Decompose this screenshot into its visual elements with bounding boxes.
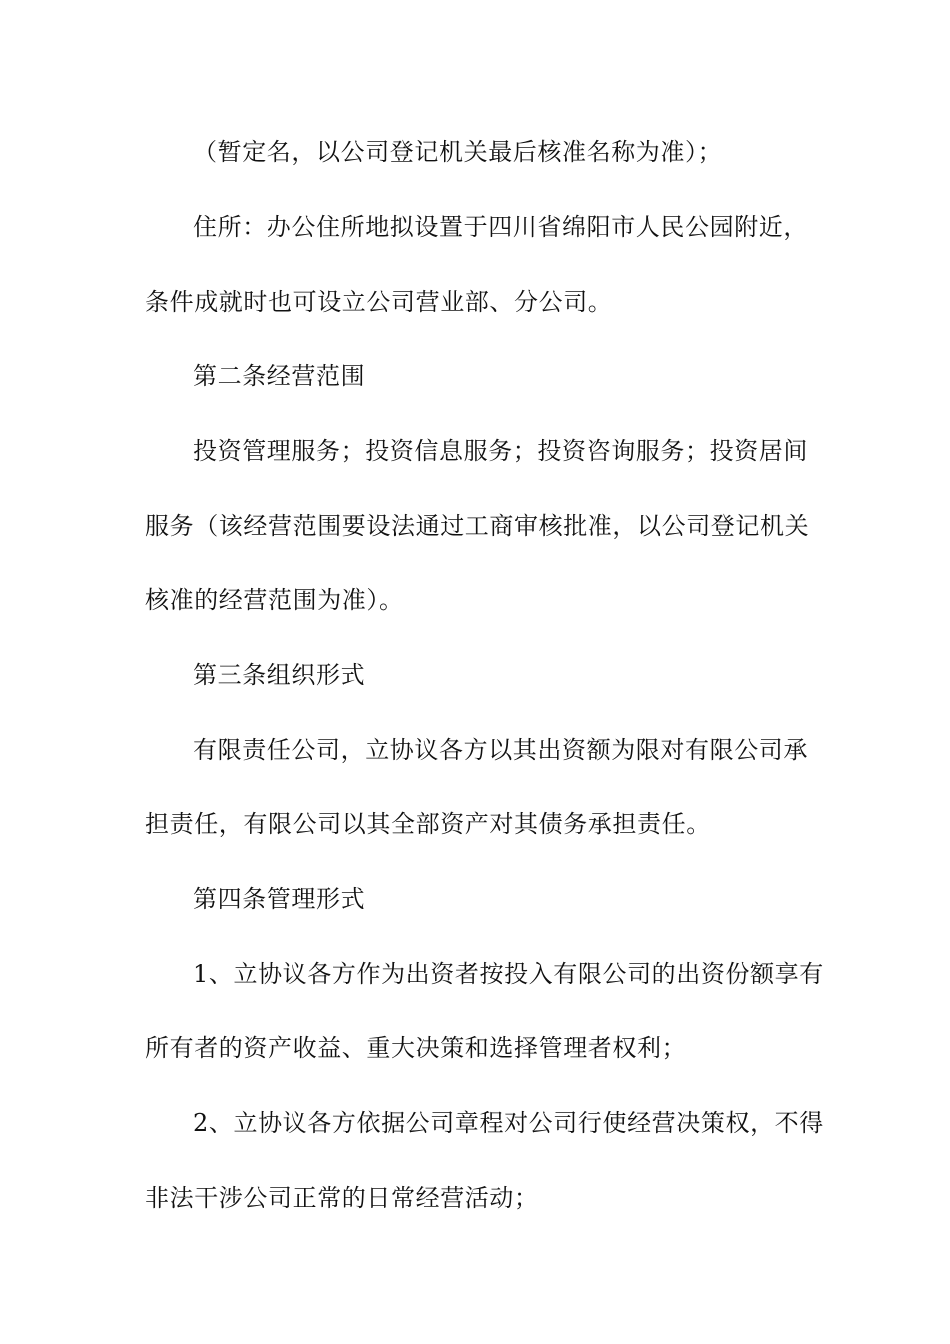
text-line: 服务（该经营范围要设法通过工商审核批准，以公司登记机关 [145,512,810,540]
text-line: 担责任，有限公司以其全部资产对其债务承担责任。 [145,810,711,838]
text-line: 核准的经营范围为准）。 [145,586,404,614]
text-line: 投资管理服务；投资信息服务；投资咨询服务；投资居间 [193,437,808,465]
text-line: 所有者的资产收益、重大决策和选择管理者权利； [145,1034,687,1062]
text-line: 住所：办公住所地拟设置于四川省绵阳市人民公园附近， [193,213,808,241]
section-heading: 第二条经营范围 [193,362,366,390]
text-line: 2、立协议各方依据公司章程对公司行使经营决策权，不得 [193,1109,824,1137]
text-line: 条件成就时也可设立公司营业部、分公司。 [145,288,613,316]
section-heading: 第四条管理形式 [193,885,366,913]
text-line: 非法干涉公司正常的日常经营活动； [145,1184,539,1212]
text-line: （暂定名，以公司登记机关最后核准名称为准）； [193,138,723,166]
text-line: 1、立协议各方作为出资者按投入有限公司的出资份额享有 [193,960,824,988]
section-heading: 第三条组织形式 [193,661,366,689]
text-line: 有限责任公司，立协议各方以其出资额为限对有限公司承 [193,736,808,764]
